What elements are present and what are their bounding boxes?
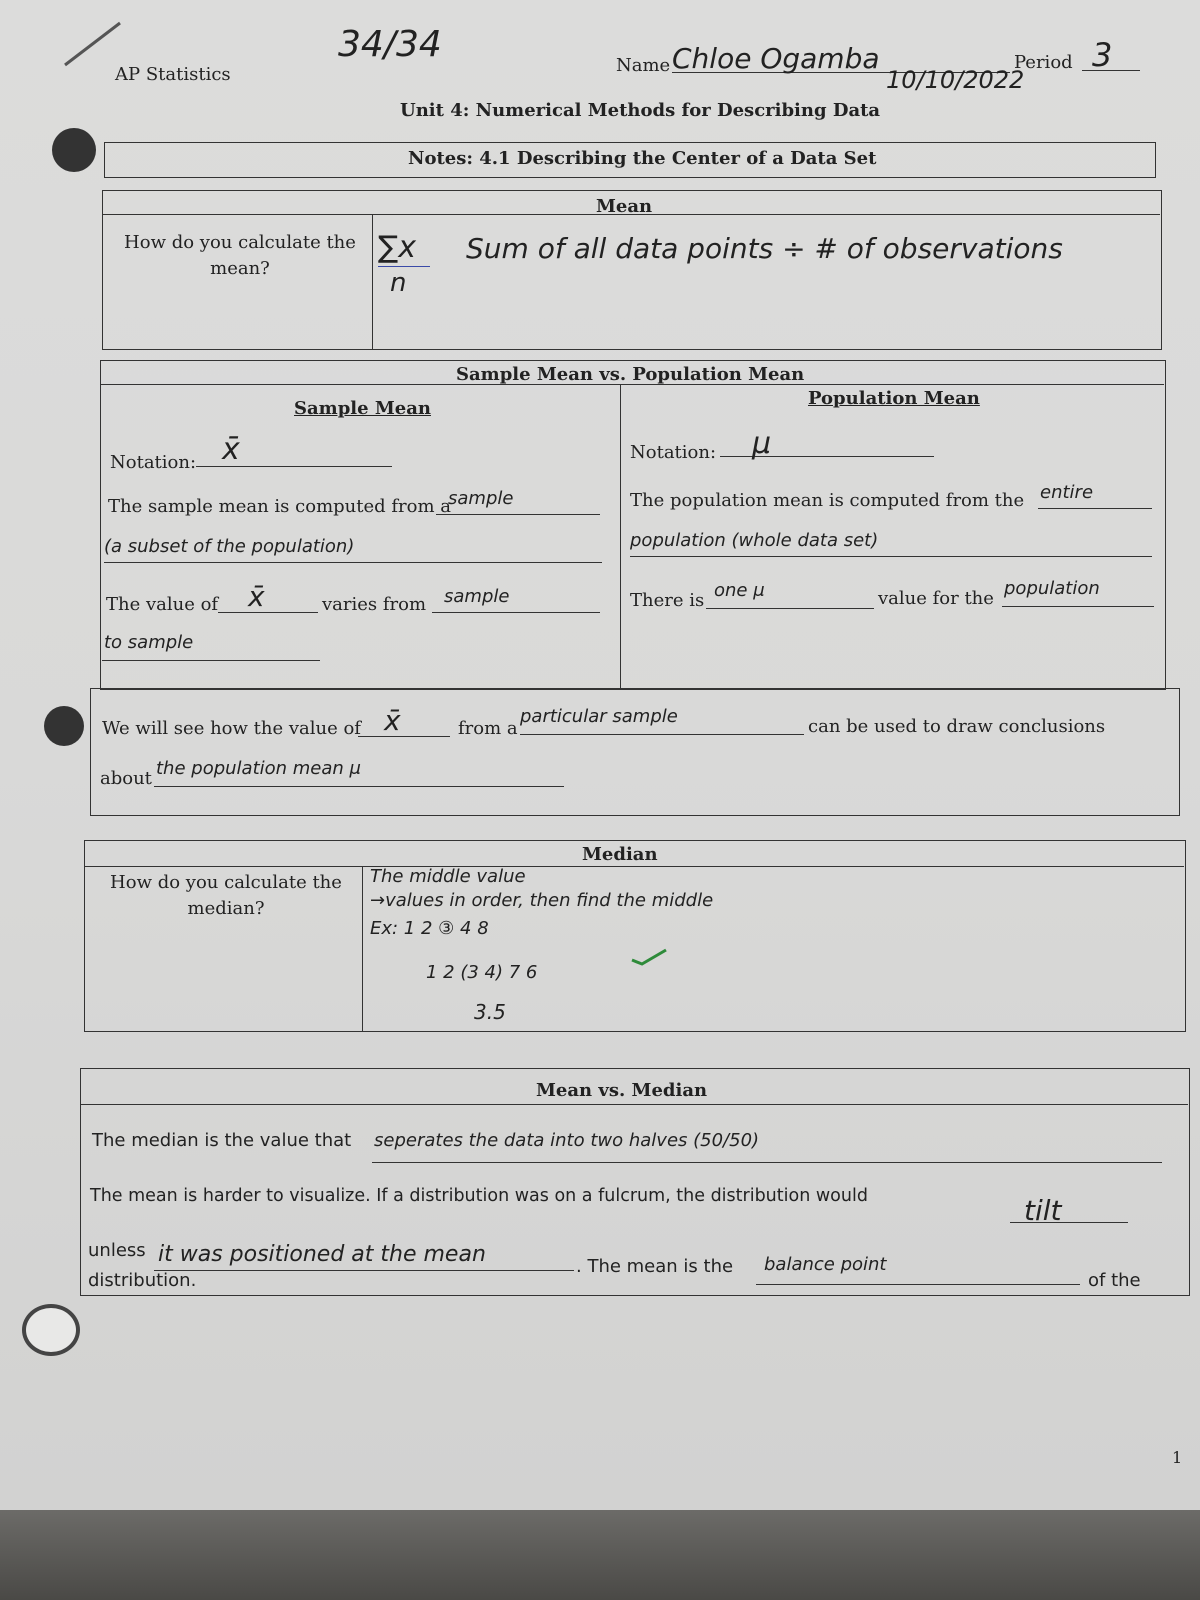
- conclusion-part3: can be used to draw conclusions: [808, 716, 1106, 737]
- median-col-divider: [362, 866, 363, 1031]
- sample-computed-label: The sample mean is computed from a: [108, 496, 452, 517]
- name-value: Chloe Ogamba: [672, 42, 880, 75]
- mvm-line3-blank[interactable]: [154, 1270, 574, 1271]
- table-surface: [0, 1510, 1200, 1600]
- median-line5: 3.5: [474, 1000, 506, 1024]
- mvm-line3-value2: balance point: [764, 1254, 887, 1275]
- population-value-for-blank[interactable]: [1002, 606, 1154, 607]
- notes-title: Notes: 4.1 Describing the Center of a Data Set: [408, 148, 877, 169]
- mvm-line1-blank[interactable]: [372, 1162, 1162, 1163]
- sample-notation-value: x̄: [222, 432, 240, 467]
- conclusion-value3: the population mean μ: [156, 758, 361, 779]
- mean-vs-median-title: Mean vs. Median: [536, 1080, 708, 1101]
- period-label: Period: [1014, 52, 1073, 73]
- sample-value-of-blank[interactable]: [218, 612, 318, 613]
- median-title: Median: [582, 844, 658, 865]
- binder-hole-middle: [44, 706, 84, 746]
- binder-hole-bottom: [22, 1304, 80, 1356]
- population-computed-blank-2[interactable]: [630, 556, 1152, 557]
- sample-varies-blank[interactable]: [432, 612, 600, 613]
- population-heading: Population Mean: [808, 388, 980, 409]
- population-there-is-value: one μ: [714, 580, 765, 601]
- course-label: AP Statistics: [115, 64, 231, 85]
- median-divider: [84, 866, 1184, 867]
- mean-col-divider: [372, 214, 373, 349]
- sample-computed-line2: (a subset of the population): [104, 536, 355, 557]
- sample-value-of-value: x̄: [248, 580, 265, 613]
- population-computed-blank[interactable]: [1038, 508, 1152, 509]
- binder-hole-top: [52, 128, 96, 172]
- median-question-text: How do you calculate the median?: [110, 872, 342, 919]
- conclusion-blank-3[interactable]: [154, 786, 564, 787]
- mvm-line1-label: The median is the value that: [92, 1130, 352, 1151]
- mean-title: Mean: [596, 196, 653, 217]
- score-mark: 34/34: [338, 24, 442, 65]
- name-label: Name: [616, 55, 671, 76]
- median-line1: The middle value: [370, 866, 526, 887]
- mvm-line3-label: unless: [88, 1240, 146, 1261]
- median-question: [104, 870, 348, 922]
- population-value-for-value: population: [1004, 578, 1100, 599]
- mean-answer: Sum of all data points ÷ # of observations: [466, 232, 1063, 265]
- sample-value-of-label: The value of: [106, 594, 219, 615]
- mvm-line3-mid: . The mean is the: [576, 1256, 734, 1277]
- median-table: [84, 840, 1186, 1032]
- conclusion-part1: We will see how the value of: [102, 718, 361, 739]
- conclusion-value2: particular sample: [520, 706, 678, 727]
- population-computed-label: The population mean is computed from the: [630, 490, 1025, 511]
- mvm-line4: distribution.: [88, 1270, 197, 1291]
- date-value: 10/10/2022: [886, 66, 1025, 94]
- sample-varies-value: sample: [444, 586, 510, 607]
- population-notation-value: μ: [752, 426, 772, 461]
- sample-computed-value: sample: [448, 488, 514, 509]
- sample-population-table: [100, 360, 1166, 690]
- mean-formula-bottom: n: [390, 268, 407, 298]
- population-computed-value: entire: [1040, 482, 1094, 503]
- mvm-line2-label: The mean is harder to visualize. If a distribution was on a fulcrum, the distribution would: [90, 1186, 868, 1206]
- mvm-line3-value: it was positioned at the mean: [158, 1242, 486, 1267]
- median-line4: 1 2 (3 4) 7 6: [426, 962, 538, 983]
- sample-computed-blank[interactable]: [436, 514, 600, 515]
- period-value: 3: [1092, 36, 1113, 74]
- mean-vs-median-divider: [80, 1104, 1188, 1105]
- population-there-is-blank[interactable]: [706, 608, 874, 609]
- sample-varies-line2: to sample: [104, 632, 194, 653]
- mean-formula-top: ∑x: [378, 230, 416, 265]
- conclusion-value1: x̄: [384, 704, 401, 737]
- mean-formula-bar: [378, 266, 430, 267]
- sample-heading: Sample Mean: [294, 398, 431, 419]
- mvm-line3-end: of the: [1088, 1270, 1141, 1291]
- sample-population-title: Sample Mean vs. Population Mean: [456, 364, 805, 385]
- page-number: 1: [1172, 1448, 1183, 1467]
- population-notation-label: Notation:: [630, 442, 717, 463]
- population-computed-line2: population (whole data set): [630, 530, 879, 551]
- median-line2: →values in order, then find the middle: [370, 890, 714, 911]
- mvm-line1-value: seperates the data into two halves (50/50): [374, 1130, 760, 1151]
- sample-computed-blank-2[interactable]: [104, 562, 602, 563]
- median-line3: Ex: 1 2 ③ 4 8: [370, 918, 489, 939]
- mean-question-text: How do you calculate the mean?: [124, 232, 356, 279]
- checkmark-icon: [630, 946, 670, 966]
- sample-notation-label: Notation:: [110, 452, 197, 473]
- mvm-line2-value: tilt: [1024, 1194, 1062, 1227]
- mvm-line3-blank-2[interactable]: [756, 1284, 1080, 1285]
- sample-varies-blank-2[interactable]: [102, 660, 320, 661]
- conclusion-part2: from a: [458, 718, 518, 739]
- conclusion-part4: about: [100, 768, 152, 789]
- sample-population-col-divider: [620, 384, 621, 688]
- sample-varies-label: varies from: [322, 594, 427, 615]
- population-there-is-label: There is: [630, 590, 705, 611]
- conclusion-blank-2[interactable]: [520, 734, 804, 735]
- population-value-for-label: value for the: [878, 588, 994, 609]
- mean-question: [120, 230, 360, 282]
- conclusion-blank-1[interactable]: [358, 736, 450, 737]
- unit-title: Unit 4: Numerical Methods for Describing Data: [400, 100, 881, 121]
